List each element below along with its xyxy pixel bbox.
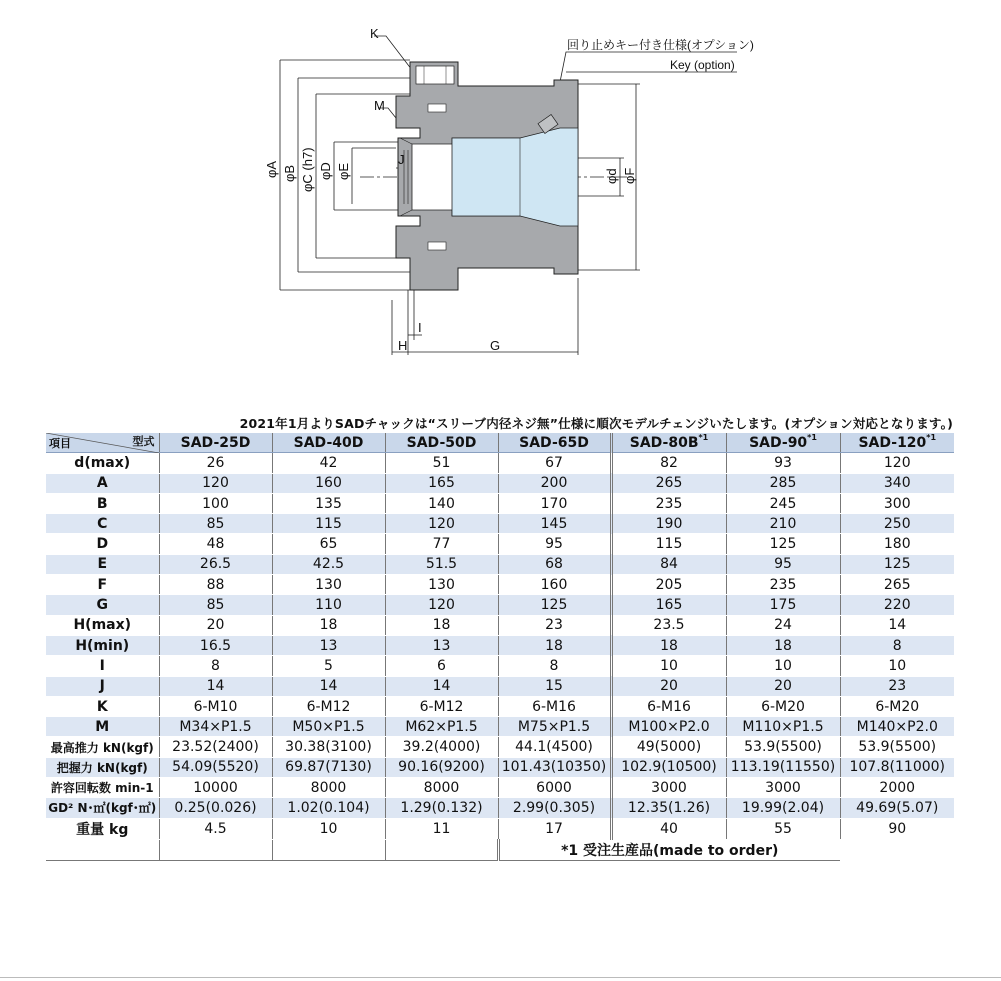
table-row — [46, 493, 954, 513]
label-h: H — [398, 338, 408, 353]
row-label: K — [46, 696, 159, 716]
table-cell: 3000 — [726, 778, 840, 798]
model-change-note: 2021年1月よりSADチャックは“スリーブ内径ネジ無”仕様に順次モデルチェンジいたします。(オプション対応となります。) — [239, 416, 953, 431]
table-row — [46, 554, 954, 574]
table-row — [46, 818, 954, 839]
table-cell: 95 — [726, 554, 840, 574]
table-cell: 6-M12 — [272, 696, 385, 716]
table-cell: 69.87(7130) — [272, 757, 385, 777]
table-cell: 6000 — [498, 778, 611, 798]
table-cell: 26.5 — [159, 554, 272, 574]
table-cell: 20 — [611, 676, 726, 696]
corner-item-label: 項目 — [49, 437, 71, 451]
table-cell: 12.35(1.26) — [611, 798, 726, 818]
table-cell: 6-M10 — [159, 696, 272, 716]
table-cell: 3000 — [611, 778, 726, 798]
table-body — [46, 453, 954, 860]
table-cell: 6-M16 — [611, 696, 726, 716]
table-cell: 140 — [385, 493, 498, 513]
table-cell: 10 — [272, 818, 385, 839]
row-label: 把握力 kN(kgf) — [46, 757, 159, 777]
table-cell: 130 — [272, 575, 385, 595]
table-row — [46, 737, 954, 757]
table-cell: 23 — [840, 676, 954, 696]
table-cell: M34×P1.5 — [159, 717, 272, 737]
model-header: SAD-65D — [498, 433, 611, 453]
table-cell: 14 — [159, 676, 272, 696]
table-cell: 160 — [498, 575, 611, 595]
model-header: SAD-50D — [385, 433, 498, 453]
table-cell: 190 — [611, 514, 726, 534]
table-cell: 10000 — [159, 778, 272, 798]
table-cell: 1.02(0.104) — [272, 798, 385, 818]
label-phi-a: φA — [264, 160, 279, 178]
table-cell: 6 — [385, 656, 498, 676]
row-label: 許容回転数 min-1 — [46, 778, 159, 798]
table-cell: 205 — [611, 575, 726, 595]
table-cell: 20 — [159, 615, 272, 635]
row-label: M — [46, 717, 159, 737]
table-cell: 210 — [726, 514, 840, 534]
table-cell: 84 — [611, 554, 726, 574]
label-j: J — [398, 152, 405, 167]
table-cell: 17 — [498, 818, 611, 839]
table-cell: 68 — [498, 554, 611, 574]
table-cell: 101.43(10350) — [498, 757, 611, 777]
table-row — [46, 778, 954, 798]
table-cell: 88 — [159, 575, 272, 595]
row-label: E — [46, 554, 159, 574]
table-cell: 18 — [385, 615, 498, 635]
table-cell: 23.5 — [611, 615, 726, 635]
table-cell: 265 — [840, 575, 954, 595]
table-cell: 165 — [385, 473, 498, 493]
table-cell: 125 — [840, 554, 954, 574]
table-row — [46, 798, 954, 818]
table-row — [46, 696, 954, 716]
table-cell: 180 — [840, 534, 954, 554]
table-cell: 14 — [385, 676, 498, 696]
table-cell: 85 — [159, 595, 272, 615]
table-cell: 102.9(10500) — [611, 757, 726, 777]
table-cell: 51.5 — [385, 554, 498, 574]
empty-cell — [159, 839, 272, 860]
table-cell: 110 — [272, 595, 385, 615]
table-row — [46, 757, 954, 777]
table-cell: 2000 — [840, 778, 954, 798]
table-cell: 18 — [272, 615, 385, 635]
table-cell: 44.1(4500) — [498, 737, 611, 757]
row-label: D — [46, 534, 159, 554]
label-i: I — [418, 320, 422, 335]
table-cell: 20 — [726, 676, 840, 696]
table-cell: 285 — [726, 473, 840, 493]
table-cell: 120 — [385, 514, 498, 534]
table-row — [46, 534, 954, 554]
table-cell: 235 — [726, 575, 840, 595]
table-cell: 10 — [611, 656, 726, 676]
row-label: H(min) — [46, 635, 159, 655]
table-cell: M75×P1.5 — [498, 717, 611, 737]
model-header: SAD-25D — [159, 433, 272, 453]
row-label: H(max) — [46, 615, 159, 635]
table-cell: 10 — [726, 656, 840, 676]
table-cell: 107.8(11000) — [840, 757, 954, 777]
row-label: GD² N･㎡(kgf･㎡) — [46, 798, 159, 818]
table-cell: 42.5 — [272, 554, 385, 574]
table-cell: 42 — [272, 453, 385, 473]
table-cell: 235 — [611, 493, 726, 513]
empty-cell — [46, 839, 159, 860]
table-cell: 30.38(3100) — [272, 737, 385, 757]
label-phi-c: φC (h7) — [300, 147, 315, 192]
table-row — [46, 514, 954, 534]
table-row — [46, 615, 954, 635]
table-cell: 8 — [498, 656, 611, 676]
table-header-row — [46, 433, 954, 453]
table-cell: 93 — [726, 453, 840, 473]
table-cell: 245 — [726, 493, 840, 513]
table-cell: 90.16(9200) — [385, 757, 498, 777]
label-phi-f: φF — [622, 167, 637, 184]
table-cell: 135 — [272, 493, 385, 513]
table-cell: 6-M16 — [498, 696, 611, 716]
table-cell: 120 — [840, 453, 954, 473]
table-cell: 250 — [840, 514, 954, 534]
table-cell: M140×P2.0 — [840, 717, 954, 737]
table-cell: 53.9(5500) — [840, 737, 954, 757]
corner-cell — [46, 433, 159, 453]
table-row — [46, 676, 954, 696]
table-cell: 16.5 — [159, 635, 272, 655]
table-cell: 8000 — [385, 778, 498, 798]
table-cell: 120 — [385, 595, 498, 615]
table-cell: 160 — [272, 473, 385, 493]
table-cell: 90 — [840, 818, 954, 839]
chuck-body — [396, 62, 578, 290]
table-row — [46, 635, 954, 655]
table-cell: 265 — [611, 473, 726, 493]
table-cell: 15 — [498, 676, 611, 696]
row-label: A — [46, 473, 159, 493]
table-cell: 49(5000) — [611, 737, 726, 757]
table-cell: 125 — [726, 534, 840, 554]
table-cell: 49.69(5.07) — [840, 798, 954, 818]
table-row — [46, 656, 954, 676]
row-label: 重量 kg — [46, 818, 159, 839]
table-cell: M62×P1.5 — [385, 717, 498, 737]
row-label: F — [46, 575, 159, 595]
table-cell: 11 — [385, 818, 498, 839]
row-label: C — [46, 514, 159, 534]
table-cell: 8 — [840, 635, 954, 655]
table-cell: 5 — [272, 656, 385, 676]
row-label: J — [46, 676, 159, 696]
table-row — [46, 717, 954, 737]
table-cell: 23.52(2400) — [159, 737, 272, 757]
table-cell: 6-M12 — [385, 696, 498, 716]
table-cell: 120 — [159, 473, 272, 493]
table-cell: 220 — [840, 595, 954, 615]
row-label: d(max) — [46, 453, 159, 473]
label-phi-b: φB — [282, 164, 297, 182]
table-cell: 125 — [498, 595, 611, 615]
table-cell: 4.5 — [159, 818, 272, 839]
table-cell: 18 — [498, 635, 611, 655]
table-cell: 340 — [840, 473, 954, 493]
table-cell: 115 — [272, 514, 385, 534]
table-cell: 26 — [159, 453, 272, 473]
table-cell: 130 — [385, 575, 498, 595]
footer-divider — [0, 977, 1001, 978]
table-cell: 14 — [272, 676, 385, 696]
footnote: *1 受注生産品(made to order) — [498, 839, 840, 860]
table-cell: 55 — [726, 818, 840, 839]
footnote-row — [46, 839, 954, 860]
table-cell: 6-M20 — [840, 696, 954, 716]
table-cell: 1.29(0.132) — [385, 798, 498, 818]
table-cell: 54.09(5520) — [159, 757, 272, 777]
table-cell: 18 — [726, 635, 840, 655]
table-cell: 67 — [498, 453, 611, 473]
table-cell: 113.19(11550) — [726, 757, 840, 777]
row-label: G — [46, 595, 159, 615]
model-header: SAD-$80B^{*1}$ — [611, 433, 726, 453]
row-label: B — [46, 493, 159, 513]
table-cell: 19.99(2.04) — [726, 798, 840, 818]
table-cell: 170 — [498, 493, 611, 513]
table-cell: 13 — [385, 635, 498, 655]
table-cell: 145 — [498, 514, 611, 534]
corner-model-label: 型式 — [132, 435, 155, 448]
specification-table — [46, 433, 954, 861]
table-row — [46, 595, 954, 615]
table-row — [46, 473, 954, 493]
table-cell: 10 — [840, 656, 954, 676]
table-cell: 95 — [498, 534, 611, 554]
model-header: SAD-40D — [272, 433, 385, 453]
table-row — [46, 575, 954, 595]
label-phi-e: φE — [336, 162, 351, 180]
table-cell: 40 — [611, 818, 726, 839]
table-cell: 8000 — [272, 778, 385, 798]
table-cell: M100×P2.0 — [611, 717, 726, 737]
table-cell: 2.99(0.305) — [498, 798, 611, 818]
model-header: SAD-90$^{*1}$ — [726, 433, 840, 453]
table-cell: 200 — [498, 473, 611, 493]
label-key-en: Key (option) — [670, 58, 735, 72]
table-cell: M50×P1.5 — [272, 717, 385, 737]
table-cell: 175 — [726, 595, 840, 615]
table-cell: 39.2(4000) — [385, 737, 498, 757]
table-cell: 18 — [611, 635, 726, 655]
table-cell: 8 — [159, 656, 272, 676]
table-cell: 300 — [840, 493, 954, 513]
row-label: I — [46, 656, 159, 676]
chuck-cross-section-drawing — [0, 0, 1001, 400]
label-phi-small-d: φd — [604, 168, 619, 184]
label-key-jp: 回り止めキー付き仕様(オプション) — [567, 38, 754, 52]
table-cell: 115 — [611, 534, 726, 554]
table-cell: 24 — [726, 615, 840, 635]
label-k: K — [370, 26, 379, 41]
empty-cell — [272, 839, 385, 860]
table-cell: M110×P1.5 — [726, 717, 840, 737]
table-cell: 165 — [611, 595, 726, 615]
empty-cell — [385, 839, 498, 860]
table-cell: 85 — [159, 514, 272, 534]
label-m: M — [374, 98, 385, 113]
table-cell: 13 — [272, 635, 385, 655]
table-cell: 65 — [272, 534, 385, 554]
table-cell: 6-M20 — [726, 696, 840, 716]
table-row — [46, 453, 954, 473]
table-cell: 14 — [840, 615, 954, 635]
table-cell: 100 — [159, 493, 272, 513]
table-cell: 48 — [159, 534, 272, 554]
table-cell: 53.9(5500) — [726, 737, 840, 757]
label-g: G — [490, 338, 501, 353]
table-cell: 51 — [385, 453, 498, 473]
label-phi-d: φD — [318, 162, 333, 180]
table-cell: 0.25(0.026) — [159, 798, 272, 818]
table-cell: 82 — [611, 453, 726, 473]
model-header: SAD-120$^{*1}$ — [840, 433, 954, 453]
table-cell: 77 — [385, 534, 498, 554]
table-cell: 23 — [498, 615, 611, 635]
row-label: 最高推力 kN(kgf) — [46, 737, 159, 757]
